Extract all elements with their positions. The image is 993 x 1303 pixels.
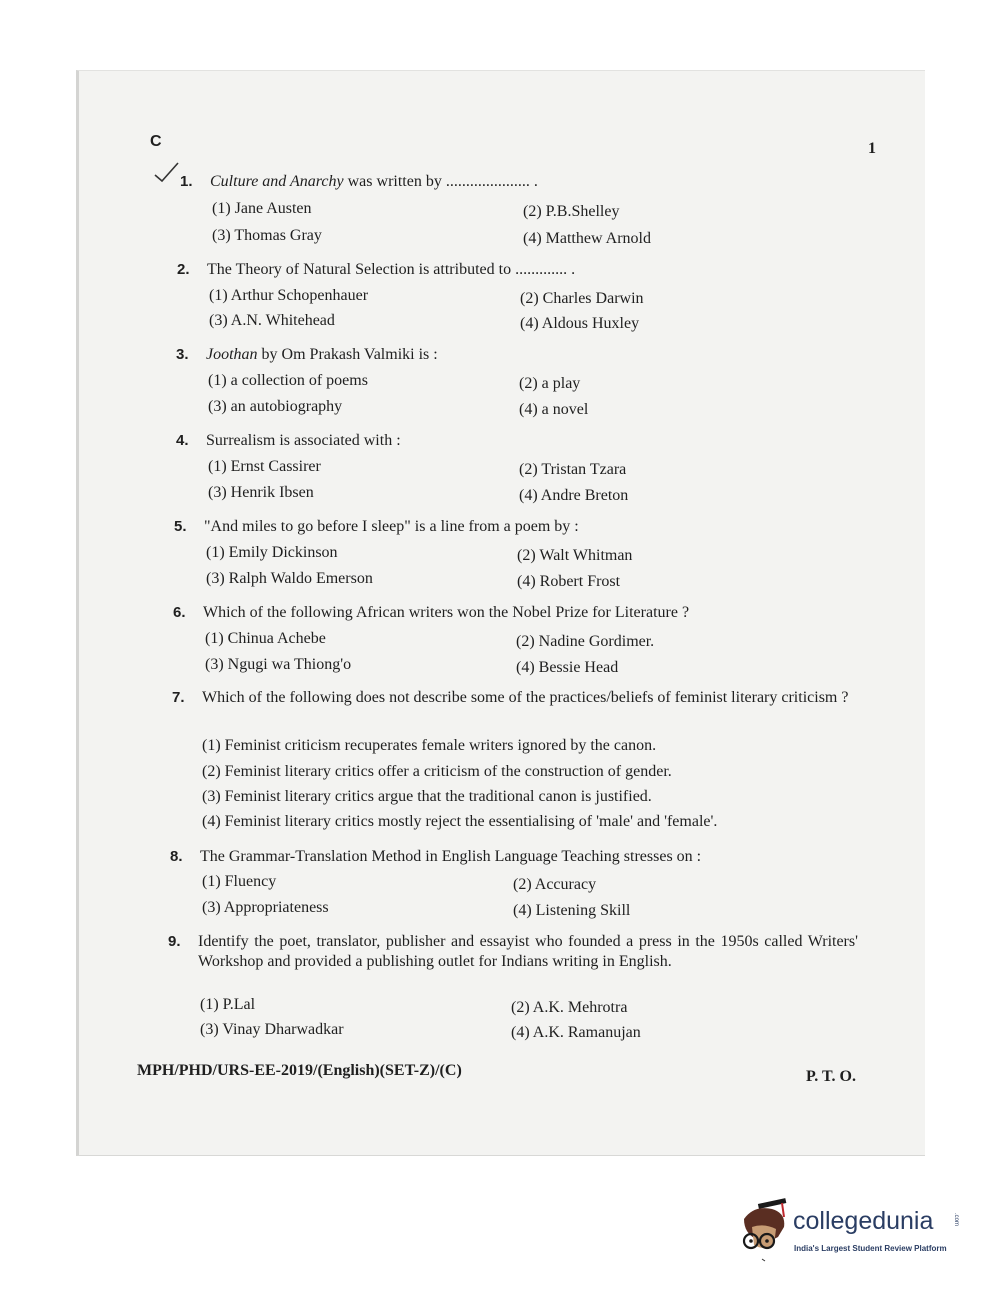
- paper-code: MPH/PHD/URS-EE-2019/(English)(SET-Z)/(C): [137, 1062, 462, 1079]
- option-3: (3) Feminist literary critics argue that the traditional canon is justified.: [202, 788, 652, 805]
- question-5: [174, 517, 874, 597]
- question-1: [180, 172, 880, 262]
- option-1: (1) Feminist criticism recuperates female writers ignored by the canon.: [202, 737, 657, 754]
- option-1: (1) Emily Dickinson: [206, 544, 338, 561]
- option-4: (4) Matthew Arnold: [523, 230, 651, 247]
- brand-tagline: India's Largest Student Review Platform: [794, 1244, 947, 1253]
- question-number: 6.: [173, 604, 186, 621]
- question-number: 3.: [176, 346, 189, 363]
- option-4: (4) Robert Frost: [517, 573, 621, 590]
- option-3: (3) Henrik Ibsen: [208, 484, 314, 501]
- question-stem: Joothan by Om Prakash Valmiki is :: [206, 346, 438, 363]
- check-mark-icon: [153, 161, 181, 187]
- option-4: (4) A.K. Ramanujan: [511, 1024, 641, 1041]
- question-number: 4.: [176, 432, 189, 449]
- question-2: [177, 260, 877, 340]
- question-stem: "And miles to go before I sleep" is a line from a poem by :: [204, 518, 579, 535]
- option-3: (3) Thomas Gray: [212, 227, 322, 244]
- question-stem: Which of the following does not describe some of the practices/beliefs of feminist literary criticism ?: [202, 689, 849, 706]
- page-turn-note: P. T. O.: [806, 1068, 856, 1085]
- option-3: (3) Appropriateness: [202, 899, 329, 916]
- option-4: (4) Aldous Huxley: [520, 315, 640, 332]
- question-number: 2.: [177, 261, 190, 278]
- mascot-icon: [738, 1197, 794, 1263]
- option-3: (3) Ralph Waldo Emerson: [206, 570, 373, 587]
- option-4: (4) Feminist literary critics mostly reject the essentialising of 'male' and 'female'.: [202, 813, 718, 830]
- option-1: (1) a collection of poems: [208, 372, 368, 389]
- option-3: (3) A.N. Whitehead: [209, 312, 335, 329]
- option-2: (2) Walt Whitman: [517, 547, 633, 564]
- option-1: (1) P.Lal: [200, 996, 256, 1013]
- option-4: (4) Listening Skill: [513, 902, 631, 919]
- option-4: (4) a novel: [519, 401, 589, 418]
- question-stem: The Theory of Natural Selection is attributed to ............. .: [207, 261, 576, 278]
- question-number: 1.: [180, 173, 193, 190]
- question-number: 9.: [168, 933, 181, 950]
- question-number: 8.: [170, 848, 183, 865]
- question-stem: Surrealism is associated with :: [206, 432, 401, 449]
- option-1: (1) Jane Austen: [212, 200, 312, 217]
- option-1: (1) Fluency: [202, 873, 277, 890]
- question-6: [173, 603, 873, 683]
- question-number: 5.: [174, 518, 187, 535]
- option-2: (2) a play: [519, 375, 581, 392]
- question-8: [170, 847, 870, 927]
- option-1: (1) Chinua Achebe: [205, 630, 326, 647]
- question-3: [176, 345, 876, 425]
- collegedunia-logo: [738, 1197, 968, 1267]
- option-2: (2) Nadine Gordimer.: [516, 633, 655, 650]
- option-3: (3) Ngugi wa Thiong'o: [205, 656, 352, 673]
- question-stem: Culture and Anarchy was written by ..................... .: [210, 173, 538, 190]
- question-7: [172, 688, 872, 838]
- brand-suffix: .com: [953, 1213, 959, 1227]
- question-4: [176, 431, 876, 511]
- option-1: (1) Ernst Cassirer: [208, 458, 321, 475]
- question-number: 7.: [172, 689, 185, 706]
- option-3: (3) an autobiography: [208, 398, 343, 415]
- page-number: 1: [868, 140, 876, 157]
- question-stem: Which of the following African writers won the Nobel Prize for Literature ?: [203, 604, 690, 621]
- option-4: (4) Bessie Head: [516, 659, 619, 676]
- question-stem: The Grammar-Translation Method in English Language Teaching stresses on :: [200, 848, 702, 865]
- option-2: (2) Tristan Tzara: [519, 461, 627, 478]
- option-2: (2) P.B.Shelley: [523, 203, 620, 220]
- option-2: (2) A.K. Mehrotra: [511, 999, 628, 1016]
- option-3: (3) Vinay Dharwadkar: [200, 1021, 344, 1038]
- brand-name: collegedunia: [793, 1207, 934, 1235]
- book-title: Culture and Anarchy: [210, 173, 344, 190]
- book-title: Joothan: [206, 346, 258, 363]
- set-letter: C: [150, 133, 162, 150]
- option-1: (1) Arthur Schopenhauer: [209, 287, 369, 304]
- question-9: [168, 932, 868, 1042]
- option-2: (2) Charles Darwin: [520, 290, 644, 307]
- option-2: (2) Accuracy: [513, 876, 597, 893]
- option-4: (4) Andre Breton: [519, 487, 629, 504]
- question-stem: Identify the poet, translator, publisher and essayist who founded a press in the 1950s called Writers' Workshop and provided a publishing outlet for Indians writing in English.: [198, 933, 858, 970]
- option-2: (2) Feminist literary critics offer a criticism of the construction of gender.: [202, 763, 672, 780]
